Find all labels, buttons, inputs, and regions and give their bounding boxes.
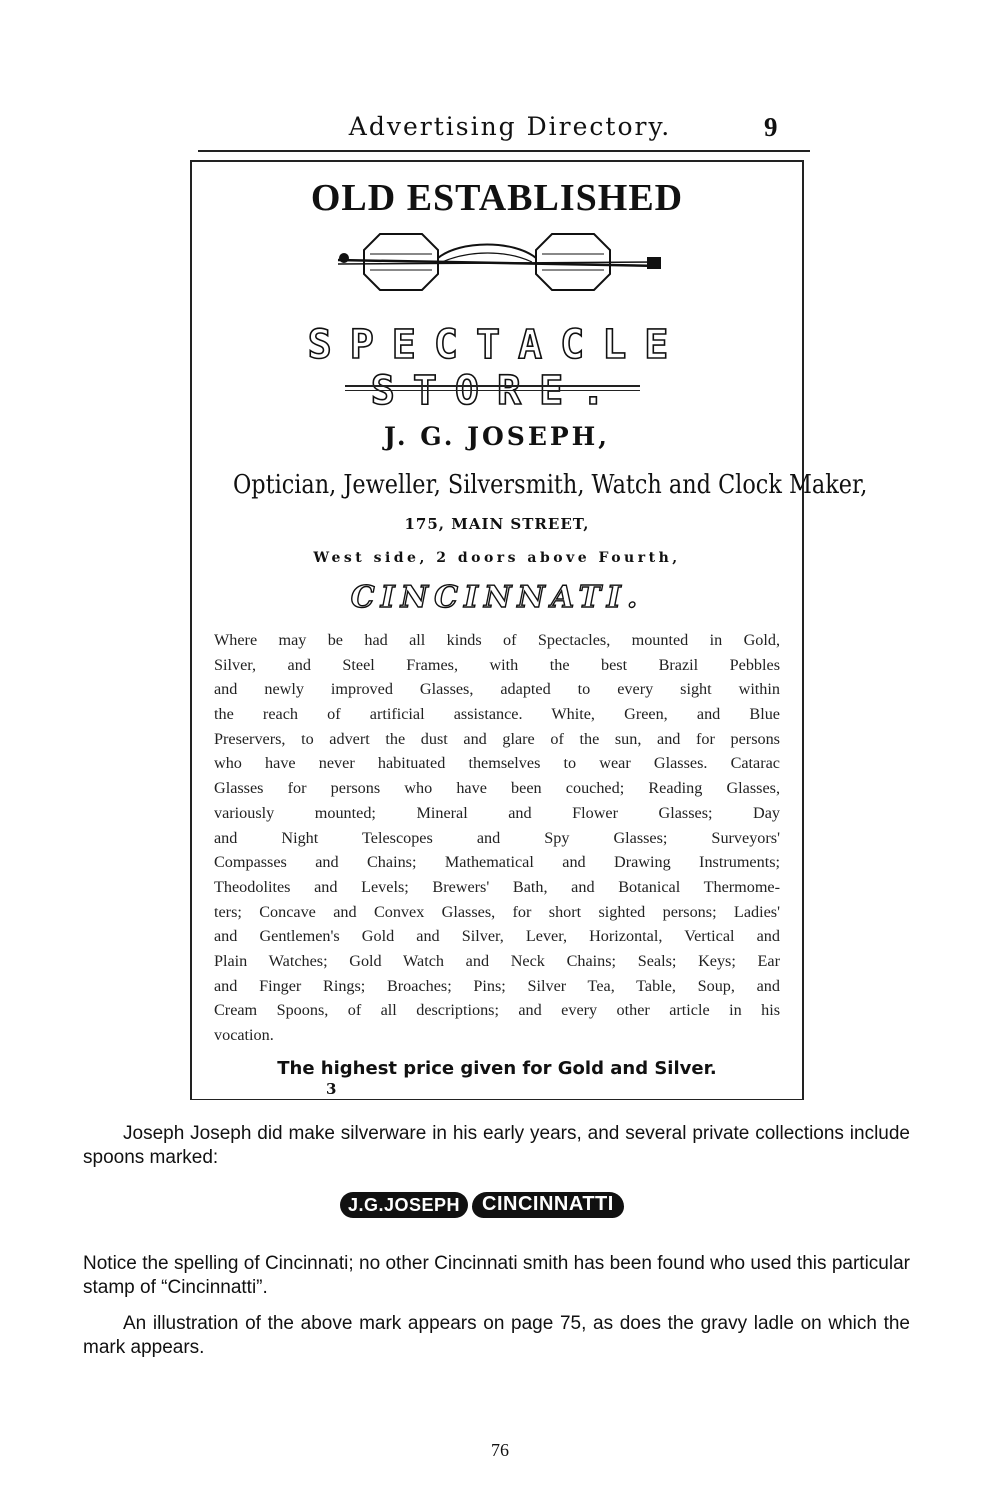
ad-subheading: SPECTACLE STORE. <box>307 322 687 414</box>
ad-body-text <box>214 628 780 1048</box>
ad-body-line: ters; Concave and Convex Glasses, for short sighted persons; Ladies' <box>214 902 780 921</box>
ad-heading: OLD ESTABLISHED <box>310 177 684 219</box>
ad-header-rule <box>198 150 810 152</box>
ad-body-line: who have never habituated themselves to wear Glasses. Catarac <box>214 754 780 773</box>
ad-address: 175, MAIN STREET, <box>404 515 590 533</box>
page-number: 76 <box>491 1440 509 1460</box>
ad-body-line: and Night Telescopes and Spy Glasses; Surveyors' <box>214 828 780 847</box>
ad-body-line: Compasses and Chains; Mathematical and Drawing Instruments; <box>214 853 780 872</box>
ad-body-line: Plain Watches; Gold Watch and Neck Chains; Seals; Keys; Ear <box>214 951 780 970</box>
ad-body-line: vocation. <box>214 1026 274 1044</box>
ad-divider <box>345 385 640 391</box>
ad-body-line: Silver, and Steel Frames, with the best Brazil Pebbles <box>214 655 780 674</box>
ad-header-title: Advertising Directory. <box>348 112 672 141</box>
ad-body-line: variously mounted; Mineral and Flower Glasses; Day <box>214 803 780 822</box>
ad-signature-mark: 3 <box>326 1080 337 1098</box>
spectacles-illustration-icon <box>330 222 670 302</box>
silversmith-mark <box>340 1192 624 1218</box>
paragraph-spelling-note: Notice the spelling of Cincinnati; no other Cincinnati smith has been found who used this particular stamp of “Cincinnatti”. <box>83 1253 910 1298</box>
ad-body-line: Where may be had all kinds of Spectacles, mounted in Gold, <box>214 631 780 649</box>
ad-city: CINCINNATI. <box>350 580 644 615</box>
ad-footer: The highest price given for Gold and Silver. <box>277 1058 717 1079</box>
ad-body-line: Cream Spoons, of all descriptions; and every other article in his <box>214 1001 780 1020</box>
ad-page-number: 9 <box>764 112 778 142</box>
paragraph-intro: Joseph Joseph did make silverware in his early years, and several private collections include spoons marked: <box>83 1123 910 1168</box>
paragraph-illustration-note: An illustration of the above mark appears on page 75, as does the gravy ladle on which the mark appears. <box>83 1313 910 1358</box>
mark-name-stamp: J.G.JOSEPH <box>340 1192 468 1218</box>
ad-body-line: the reach of artificial assistance. White, Green, and Blue <box>214 705 780 724</box>
ad-trades: Optician, Jeweller, Silversmith, Watch and Clock Maker, <box>232 470 868 500</box>
ad-location: West side, 2 doors above Fourth, <box>313 550 681 566</box>
ad-body-line: and Gentlemen's Gold and Silver, Lever, Horizontal, Vertical and <box>214 927 780 946</box>
ad-body-line: Preservers, to advert the dust and glare of the sun, and for persons <box>214 729 780 748</box>
ad-body-line: Glasses for persons who have been couched; Reading Glasses, <box>214 779 780 798</box>
ad-body-line: and newly improved Glasses, adapted to every sight within <box>214 680 780 699</box>
mark-city-stamp: CINCINNATTI <box>472 1192 624 1218</box>
ad-body-line: Theodolites and Levels; Brewers' Bath, and Botanical Thermome- <box>214 877 780 896</box>
ad-body-line: and Finger Rings; Broaches; Pins; Silver Tea, Table, Soup, and <box>214 976 780 995</box>
ad-proprietor-name: J. G. JOSEPH, <box>384 422 610 451</box>
